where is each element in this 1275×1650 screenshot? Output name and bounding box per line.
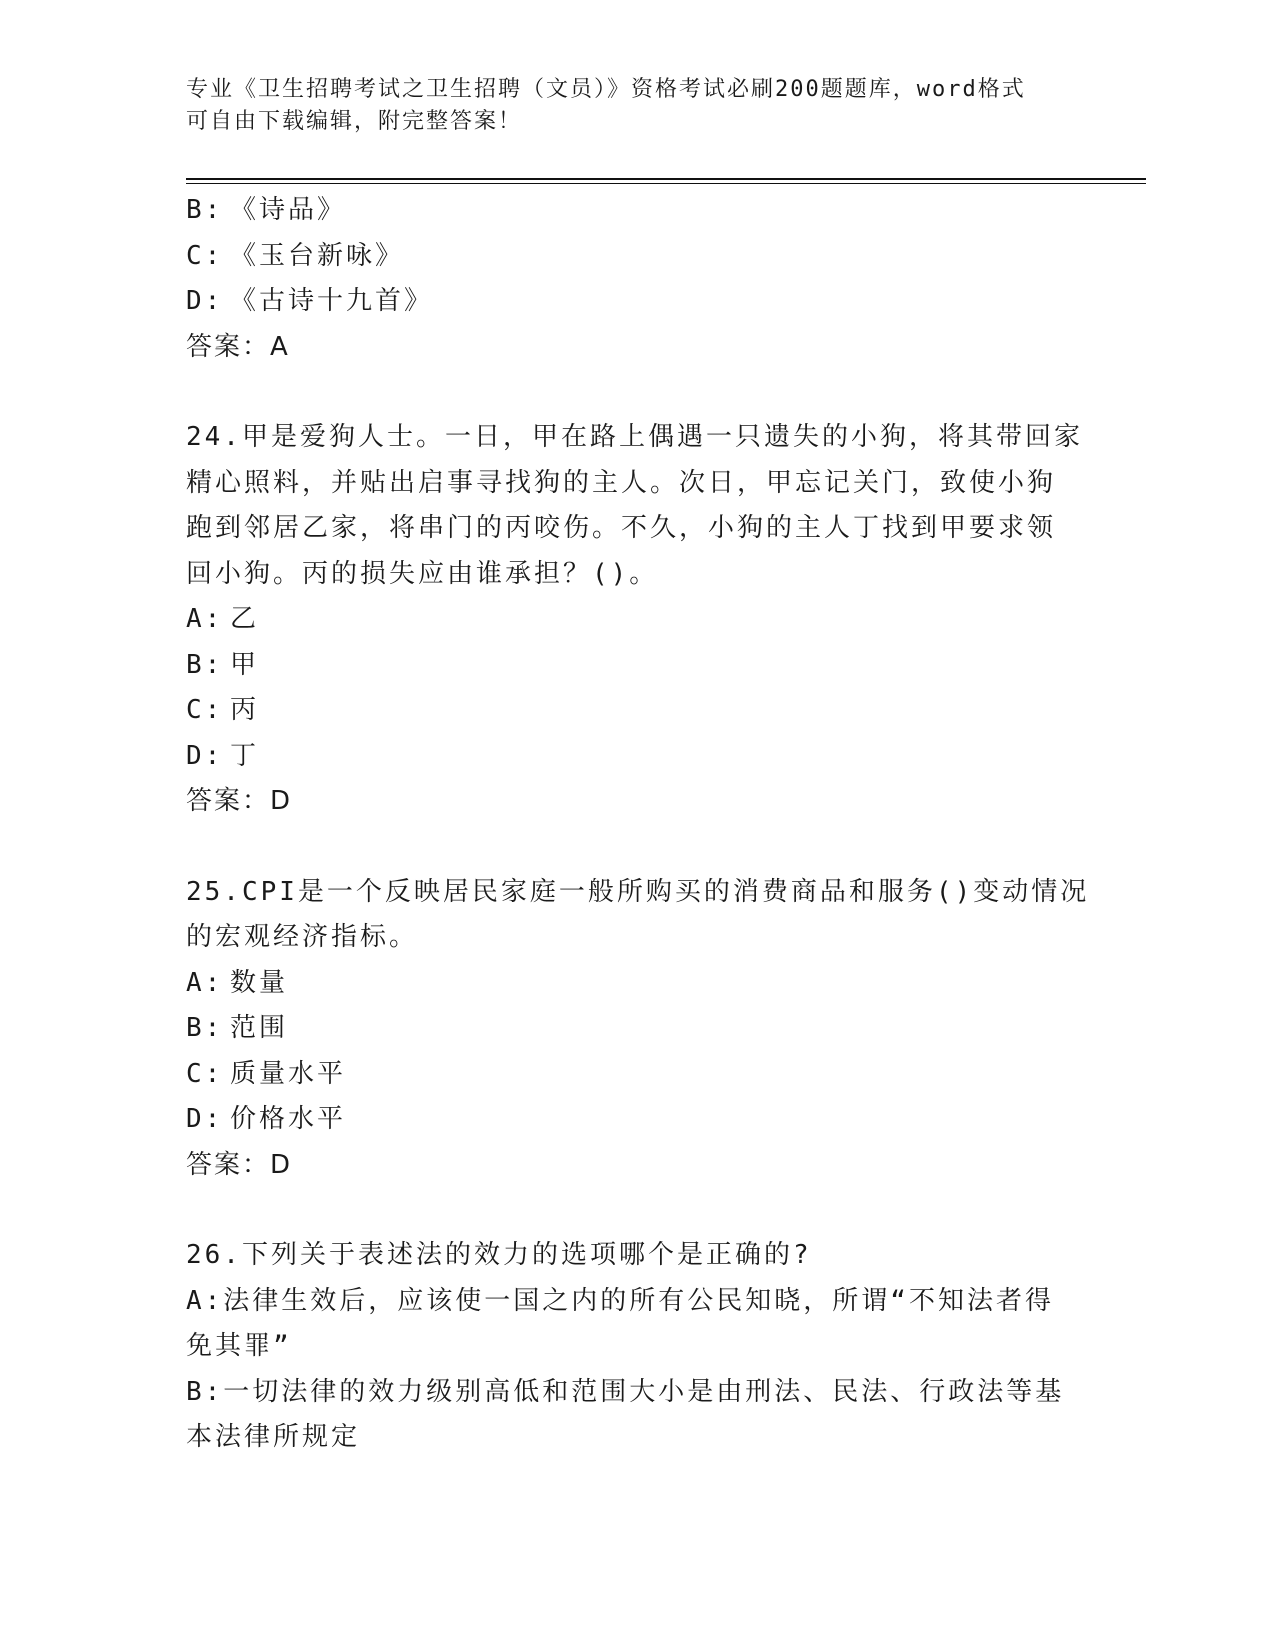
option-text: 丁 — [230, 740, 260, 771]
option-label: C: — [186, 695, 224, 725]
header-line-2: 可自由下载编辑，附完整答案！ — [186, 109, 523, 134]
option-text: 《诗品》 — [230, 195, 347, 225]
question-24 — [186, 415, 1086, 825]
option-label: C: — [186, 1058, 224, 1089]
option-text: 质量水平 — [230, 1058, 347, 1089]
option-label: B: — [186, 649, 224, 680]
option-a — [186, 597, 1086, 643]
option-label: D: — [186, 740, 224, 771]
header-line-1: 专业《卫生招聘考试之卫生招聘（文员）》资格考试必刷200题题库，word格式 — [186, 77, 1026, 102]
question-list — [186, 188, 1090, 1461]
option-label: D: — [186, 286, 224, 316]
question-26 — [186, 1233, 1086, 1461]
option-text: 《玉台新咏》 — [230, 240, 405, 271]
document-header — [186, 74, 1086, 138]
option-d — [186, 734, 1086, 780]
spacer — [186, 825, 1086, 870]
option-c — [186, 688, 1086, 734]
option-label: D: — [186, 1104, 224, 1134]
spacer — [186, 370, 1086, 415]
question-25 — [186, 870, 1090, 1189]
option-text: 价格水平 — [230, 1104, 347, 1134]
option-text: 丙 — [230, 695, 260, 725]
option-b — [186, 643, 1086, 689]
option-a-line: 免其罪” — [186, 1331, 292, 1361]
question-text-line: 26.下列关于表述法的效力的选项哪个是正确的? — [186, 1240, 812, 1270]
option-text: 乙 — [230, 604, 260, 634]
question-23-tail — [186, 188, 1086, 370]
option-b — [186, 1006, 1086, 1052]
question-text-line: 跑到邻居乙家，将串门的丙咬伤。不久，小狗的主人丁找到甲要求领 — [186, 513, 1057, 543]
header-divider-thick — [186, 178, 1146, 180]
question-text-line: 精心照料，并贴出启事寻找狗的主人。次日，甲忘记关门，致使小狗 — [186, 467, 1057, 498]
question-text-line: 24.甲是爱狗人士。一日，甲在路上偶遇一只遗失的小狗，将其带回家 — [186, 422, 1083, 452]
option-text: 数量 — [230, 967, 289, 998]
option-text: 《古诗十九首》 — [230, 286, 434, 316]
option-c — [186, 234, 1086, 280]
answer: 答案：A — [186, 331, 290, 362]
option-d — [186, 279, 1086, 325]
option-label: B: — [186, 195, 224, 225]
option-label: C: — [186, 240, 224, 271]
answer: 答案：D — [186, 786, 293, 816]
option-b — [186, 188, 1086, 234]
option-d — [186, 1097, 1086, 1143]
option-text: 范围 — [230, 1013, 289, 1043]
spacer — [186, 1188, 1086, 1233]
option-text: 甲 — [230, 649, 260, 680]
option-label: B: — [186, 1013, 224, 1043]
option-label: A: — [186, 967, 224, 998]
option-a-line: A:法律生效后，应该使一国之内的所有公民知晓，所谓“不知法者得 — [186, 1285, 1054, 1316]
option-c — [186, 1052, 1086, 1098]
question-text-line: 回小狗。丙的损失应由谁承担？()。 — [186, 558, 659, 589]
option-label: A: — [186, 604, 224, 634]
question-text-line: 的宏观经济指标。 — [186, 922, 419, 952]
question-text-line: 25.CPI是一个反映居民家庭一般所购买的消费商品和服务()变动情况 — [186, 876, 1090, 907]
answer: 答案：D — [186, 1149, 293, 1180]
option-b-line: B:一切法律的效力级别高低和范围大小是由刑法、民法、行政法等基 — [186, 1376, 1065, 1407]
option-b-line: 本法律所规定 — [186, 1422, 361, 1452]
header-divider-thin — [186, 183, 1146, 184]
option-a — [186, 961, 1086, 1007]
